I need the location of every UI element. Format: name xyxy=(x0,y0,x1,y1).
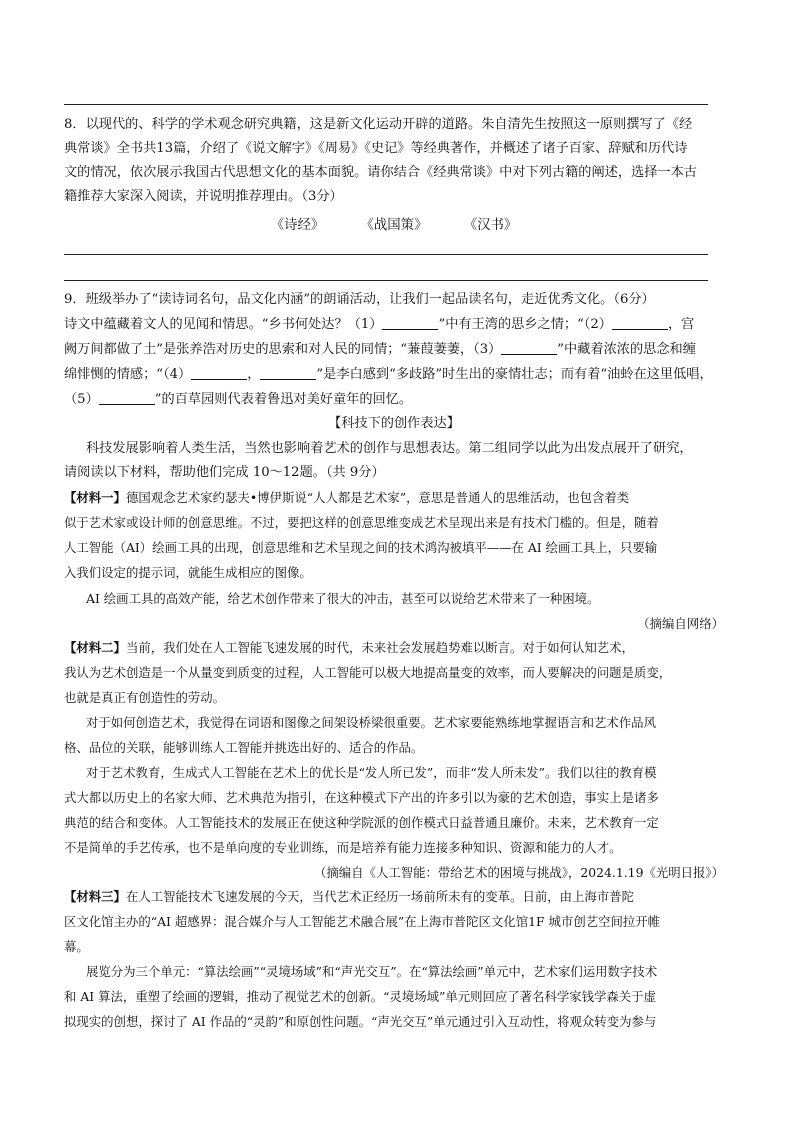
q8-book-options xyxy=(64,214,724,233)
material-2-line-1 xyxy=(64,638,724,658)
q8-line-1: 8．以现代的、科学的学术观念研究典籍，这是新文化运动开辟的道路。朱自清先生按照这一原则撰写了《经 xyxy=(64,117,693,132)
q9-text: 绵悱恻的情感；“（4） xyxy=(64,367,192,382)
material-2-para-3-2: 式大都以历史上的名家大师、艺术典范为指引，在这种模式下产出的许多引以为豪的艺术创造，事实上是诸多 xyxy=(64,790,659,805)
section-intro-1: 科技发展影响着人类生活，当然也影响着艺术的创作与思想表达。第二组同学以此为出发点展开了研究， xyxy=(86,441,693,456)
q9-text: （5） xyxy=(64,392,99,407)
material-1-line-2: 似于艺术家或设计师的创意思维。不过，要把这样的创意思维变成艺术呈现出来是有技术门槛的。但是，随着 xyxy=(64,515,659,530)
material-label: 【材料一】 xyxy=(64,490,126,505)
material-3-line-2: 区文化馆主办的“AI 超感界：混合媒介与人工智能艺术融合展”在上海市普陀区文化馆1F 城市创艺空间拉开帷 xyxy=(64,914,661,929)
material-text: 德国观念艺术家约瑟夫•博伊斯说“人人都是艺术家”，意思是普通人的思维活动，也包含着类 xyxy=(125,490,630,505)
q9-text: ”的百草园则代表着鲁迅对美好童年的回忆。 xyxy=(154,392,413,407)
material-label: 【材料三】 xyxy=(64,889,126,904)
material-3-line-3: 幕。 xyxy=(64,939,89,954)
book-option: 《战国策》 xyxy=(360,218,428,233)
book-option: 《汉书》 xyxy=(463,218,518,233)
fill-blank-1[interactable] xyxy=(382,315,438,330)
material-2-line-3: 也就是真正有创造性的劳动。 xyxy=(64,690,226,705)
material-text: 当前，我们处在人工智能飞速发展的时代，未来社会发展趋势难以断言。对于如何认知艺术， xyxy=(125,640,634,655)
material-2-para-3-1: 对于艺术教育，生成式人工智能在艺术上的优长是“发人所已发”，而非“发人所未发”。我们以往的教育模 xyxy=(86,765,657,780)
answer-line[interactable] xyxy=(64,104,708,105)
q8-line-3: 文的情况，依次展示我国古代思想文化的基本面貌。请你结合《经典常谈》中对下列古籍的阐述，选择一本古 xyxy=(64,165,697,180)
material-1-para-2: AI 绘画工具的高效产能，给艺术创作带来了很大的冲击，甚至可以说给艺术带来了一种困境。 xyxy=(86,591,600,606)
material-3-para-2-1: 展览分为三个单元：“算法绘画”“灵境场域”和“声光交互”。在“算法绘画”单元中，艺术家们运用数字技术 xyxy=(86,964,658,979)
q9-title: 9．班级举办了“读诗词名句，品文化内涵”的朗诵活动，让我们一起品读名句，走近优秀文化。（6分） xyxy=(64,292,655,307)
q9-text: ，宫 xyxy=(667,317,695,332)
q9-text: ”中藏着浓浓的思念和缠 xyxy=(557,342,696,357)
q9-text: ”是李白感到“多歧路”时生出的豪情壮志；而有着“油蛉在这里低唱， xyxy=(316,367,713,382)
q9-line-3 xyxy=(64,365,724,385)
q9-text: 阙万间都做了土”是张养浩对历史的思索和对人民的同情；“蒹葭萋萋，（3） xyxy=(64,342,502,357)
material-label: 【材料二】 xyxy=(64,640,126,655)
q8-line-4: 籍推荐大家深入阅读，并说明推荐理由。（3分） xyxy=(64,189,343,204)
material-2-line-2: 我认为艺术创造是一个从量变到质变的过程，人工智能可以极大地提高量变的效率，而人要解决的问题是质变， xyxy=(64,665,672,680)
fill-blank-3[interactable] xyxy=(501,340,557,355)
material-2-para-3-4: 不是简单的手艺传承，也不是单向度的专业训练，而是培养有能力连接多种知识、资源和能力的人才。 xyxy=(64,840,622,855)
fill-blank-4a[interactable] xyxy=(191,365,247,380)
fill-blank-2[interactable] xyxy=(612,315,668,330)
material-text: 在人工智能技术飞速发展的今天，当代艺术正经历一场前所未有的变革。日前，由上海市普陀 xyxy=(125,889,634,904)
section-title: 【科技下的创作表达】 xyxy=(328,416,460,431)
q9-text: ， xyxy=(247,367,261,382)
material-3-para-2-3: 拟现实的创想，探讨了 AI 作品的“灵韵”和原创性问题。“声光交互”单元通过引入互动性，将观众转变为参与 xyxy=(64,1014,657,1029)
q9-line-2 xyxy=(64,340,724,360)
material-3-para-2-2: 和 AI 算法，重塑了绘画的逻辑，推动了视觉艺术的创新。“灵境场域”单元则回应了著名科学家钱学森关于虚 xyxy=(64,989,656,1004)
answer-line[interactable] xyxy=(64,280,708,281)
fill-blank-5[interactable] xyxy=(99,390,155,405)
material-3-line-1 xyxy=(64,887,724,907)
material-1-line-3: 人工智能（AI）绘画工具的出现，创意思维和艺术呈现之间的技术鸿沟被填平——在 AI 绘画工具上，只要输 xyxy=(64,540,658,555)
material-2-para-3-3: 典范的结合和变体。人工智能技术的发展正在使这种学院派的创作模式日益普通且廉价。未来，艺术教育一定 xyxy=(64,815,659,830)
material-2-source: （摘编自《人工智能：带给艺术的困境与挑战》，2024.1.19《光明日报》） xyxy=(314,865,724,880)
book-option: 《诗经》 xyxy=(270,218,325,233)
material-2-para-2-1: 对于如何创造艺术，我觉得在词语和图像之间架设桥梁很重要。艺术家要能熟练地掌握语言和艺术作品风 xyxy=(86,715,656,730)
fill-blank-4b[interactable] xyxy=(260,365,316,380)
section-intro-2: 请阅读以下材料，帮助他们完成 10～12题。（共 9分） xyxy=(64,465,385,480)
material-2-para-2-2: 格、品位的关联，能够训练人工智能并挑选出好的、适合的作品。 xyxy=(64,740,424,755)
q9-text: ”中有王湾的思乡之情；“（2） xyxy=(438,317,612,332)
material-1-source: （摘编自网络） xyxy=(637,616,724,631)
q8-line-2: 典常谈》全书共13篇，介绍了《说文解字》《周易》《史记》等经典著作，并概述了诸子百家、辞赋和历代诗 xyxy=(64,141,688,156)
material-1-line-1 xyxy=(64,488,724,508)
q9-line-4 xyxy=(64,390,724,410)
material-1-line-4: 入我们设定的提示词，就能生成相应的图像。 xyxy=(64,565,312,580)
q9-line-1 xyxy=(64,315,724,335)
answer-line[interactable] xyxy=(64,254,708,255)
q9-text: 诗文中蕴藏着文人的见闻和情思。“乡书何处达？（1） xyxy=(64,317,383,332)
